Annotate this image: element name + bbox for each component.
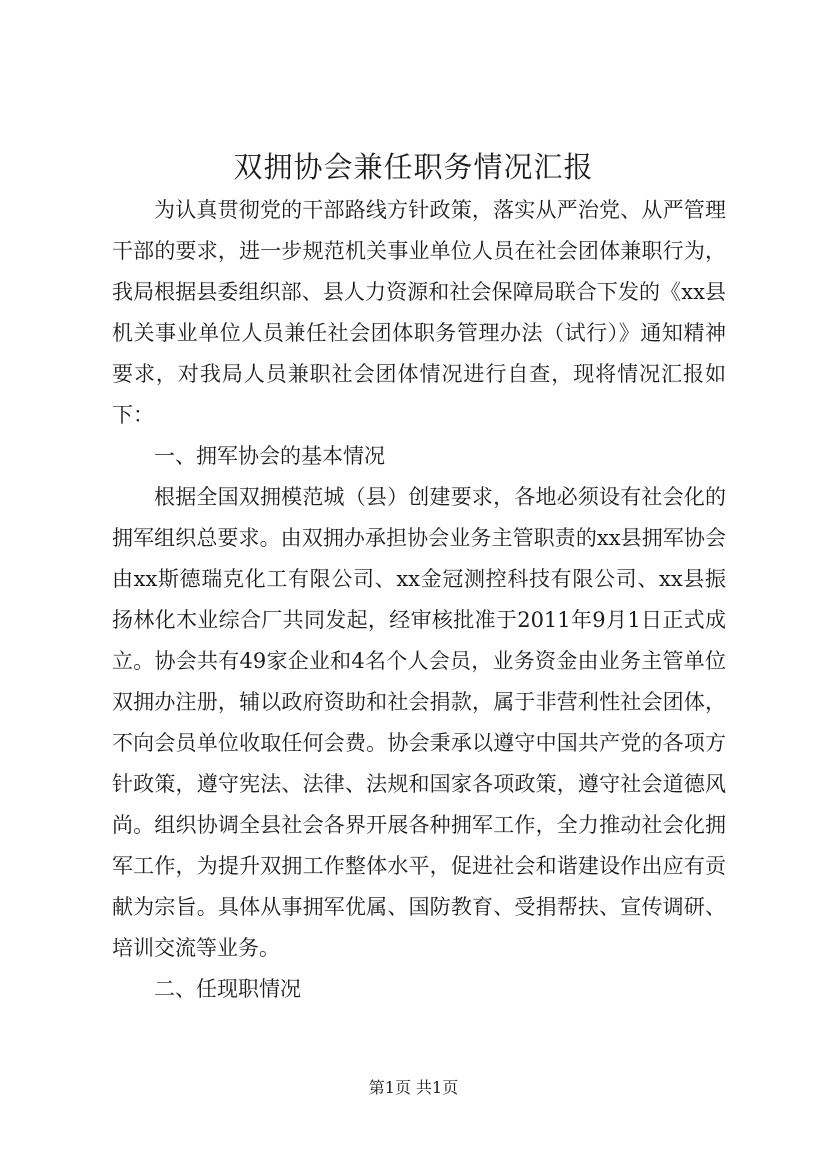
document-title: 双拥协会兼任职务情况汇报 (233, 150, 594, 184)
page-number-footer: 第1页 共1页 (368, 1078, 459, 1097)
document-body (112, 190, 726, 1010)
section-heading-current-post: 二、任现职情况 (154, 977, 301, 1001)
section-heading-basic-info: 一、拥军协会的基本情况 (154, 444, 385, 468)
intro-paragraph: 为认真贯彻党的干部路线方针政策，落实从严治党、从严管理干部的要求，进一步规范机关事业单位人员在社会团体兼职行为，我局根据县委组织部、县人力资源和社会保障局联合下发的《xx县机关事业单位人员兼任社会团体职务管理办法（试行）》通知精神要求，对我局人员兼职社会团体情况进行自查，现将情况汇报如下： (112, 198, 726, 427)
basic-info-paragraph: 根据全国双拥模范城（县）创建要求，各地必须设有社会化的拥军组织总要求。由双拥办承担协会业务主管职责的xx县拥军协会由xx斯德瑞克化工有限公司、xx金冠测控科技有限公司、xx县振扬林化木业综合厂共同发起，经审核批准于2011年9月1日正式成立。协会共有49家企业和4名个人会员，业务资金由业务主管单位双拥办注册，辅以政府资助和社会捐款，属于非营利性社会团体，不向会员单位收取任何会费。协会秉承以遵守中国共产党的各项方针政策，遵守宪法、法律、法规和国家各项政策，遵守社会道德风尚。组织协调全县社会各界开展各种拥军工作，全力推动社会化拥军工作，为提升双拥工作整体水平，促进社会和谐建设作出应有贡献为宗旨。具体从事拥军优属、国防教育、受捐帮扶、宣传调研、培训交流等业务。 (112, 485, 726, 960)
